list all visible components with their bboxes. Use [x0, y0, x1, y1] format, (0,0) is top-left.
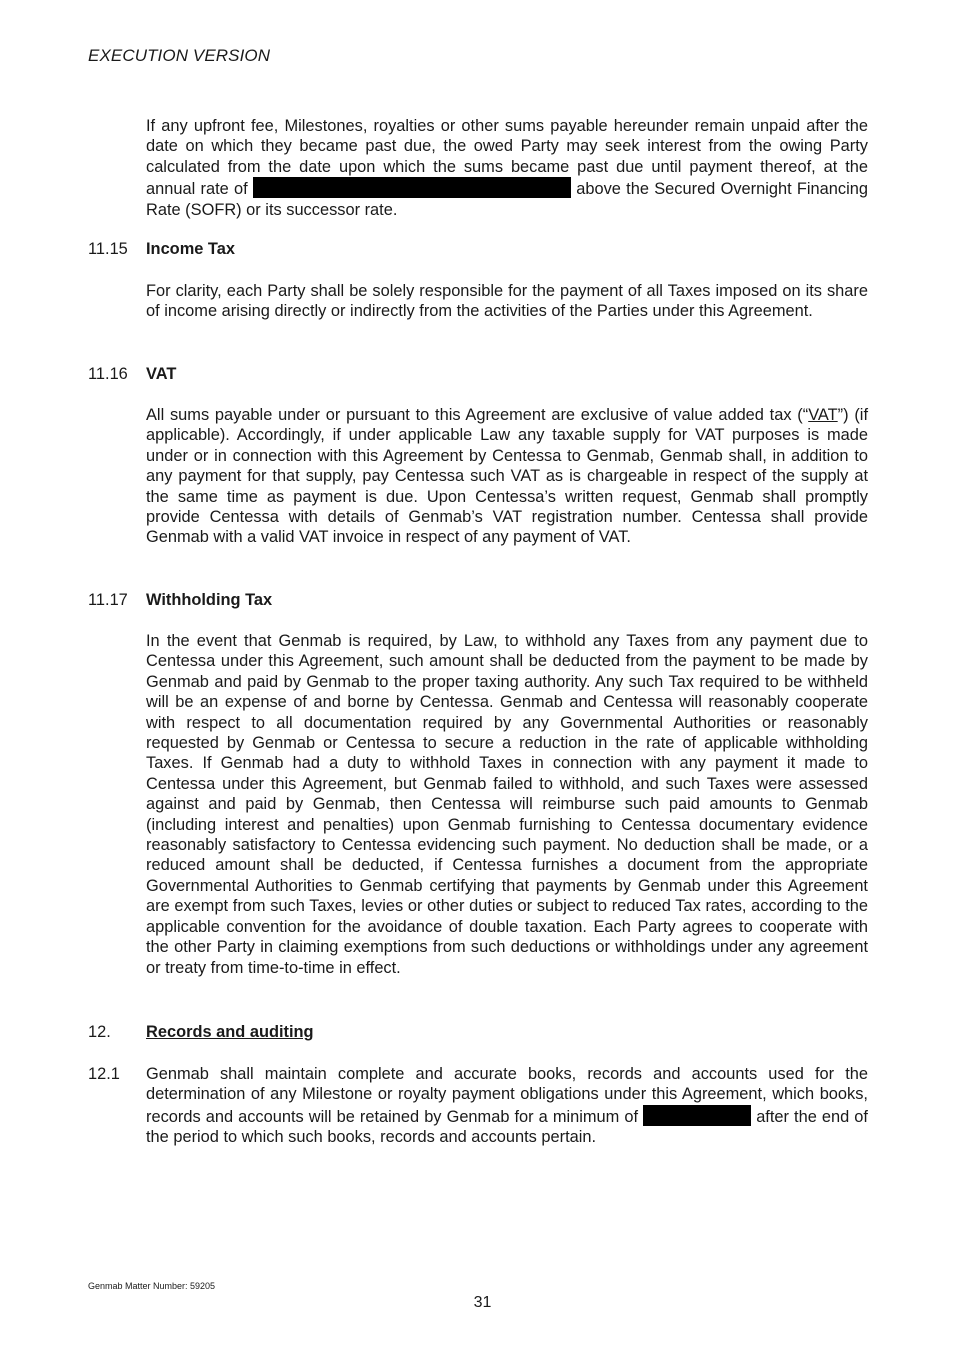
section-title-withholding-tax: Withholding Tax	[146, 591, 273, 609]
section-body-records	[146, 1064, 868, 1148]
section-body-vat	[146, 405, 868, 548]
vat-text-b: ”) (if applicable). Accordingly, if under applicable Law any taxable supply for VAT purposes is made under or in connection with this Agreement by Centessa to Genmab, Genmab shall, in addition to any payment for that supply, pay Centessa such VAT as is chargeable in respect of the supply at the same time as payment is due. Upon Centessa’s written request, Genmab shall promptly provide Centessa with details of Genmab’s VAT registration number. Centessa shall provide Genmab with a valid VAT invoice in respect of any payment of VAT.	[146, 406, 869, 547]
page-number: 31	[473, 1294, 492, 1311]
section-number-11-17: 11.17	[88, 591, 128, 609]
records-text-b: after the end of the period to which such books, records and accounts pertain.	[146, 1107, 868, 1147]
vat-defined-term: VAT	[808, 406, 838, 424]
redaction-block	[643, 1105, 751, 1126]
document-header: EXECUTION VERSION	[88, 46, 271, 65]
section-number-12: 12.	[88, 1023, 111, 1041]
records-text-a: Genmab shall maintain complete and accurate books, records and accounts used for the determination of any Milestone or royalty payment obligations under this Agreement, which books, records and accounts will be retained by Genmab for a minimum of	[146, 1065, 868, 1126]
section-title-income-tax: Income Tax	[146, 240, 235, 258]
vat-text-a: All sums payable under or pursuant to this Agreement are exclusive of value added tax (“	[146, 406, 809, 424]
intro-text-b: above the Secured Overnight Financing Rate (SOFR) or its successor rate.	[146, 180, 868, 219]
intro-text-a: If any upfront fee, Milestones, royalties or other sums payable hereunder remain unpaid after the date on which they became past due, the owed Party may seek interest from the owing Party calculated from the date upon which the sums became past due until payment thereof, at the annual rate of	[146, 117, 868, 199]
redaction-block	[253, 177, 571, 198]
section-title-vat: VAT	[146, 365, 177, 383]
section-body-income-tax: For clarity, each Party shall be solely responsible for the payment of all Taxes imposed on its share of income arising directly or indirectly from the activities of the Parties under this Agreement.	[146, 282, 868, 321]
intro-paragraph	[146, 116, 868, 220]
section-number-11-16: 11.16	[88, 365, 128, 383]
footer-matter-number: Genmab Matter Number: 59205	[88, 1281, 216, 1291]
section-title-records-and-auditing: Records and auditing	[146, 1023, 314, 1041]
section-body-withholding-tax: In the event that Genmab is required, by Law, to withhold any Taxes from any payment due to Centessa under this Agreement, such amount shall be deducted from the payment to be made by Genmab and paid by Genmab to the proper taxing authority. Any such Tax required to be withheld will be an expense of and borne by Centessa. Genmab and Centessa will reasonably cooperate with respect to all documentation required by any Governmental Authorities or reasonably requested by Genmab or Centessa to secure a reduction in the rate of applicable withholding Taxes. If Genmab had a duty to withhold Taxes in connection with any payment it made to Centessa under this Agreement, but Genmab failed to withhold, and such Taxes were assessed against and paid by Genmab, then Centessa will reimburse such paid amounts to Genmab (including interest and penalties) upon Genmab furnishing to Centessa documentary evidence reasonably satisfactory to Centessa evidencing such payment. No deduction shall be made, or a reduced amount shall be deducted, if Centessa furnishes a document from the appropriate Governmental Authorities to Genmab certifying that payments by Genmab under this Agreement are exempt from such Taxes, levies or other duties or subject to reduced Tax rates, according to the applicable convention for the avoidance of double taxation. Each Party agrees to cooperate with the other Party in claiming exemptions from such deductions or withholdings under any agreement or treaty from time-to-time in effect.	[146, 632, 868, 977]
section-number-12-1: 12.1	[88, 1065, 120, 1083]
section-number-11-15: 11.15	[88, 240, 128, 258]
